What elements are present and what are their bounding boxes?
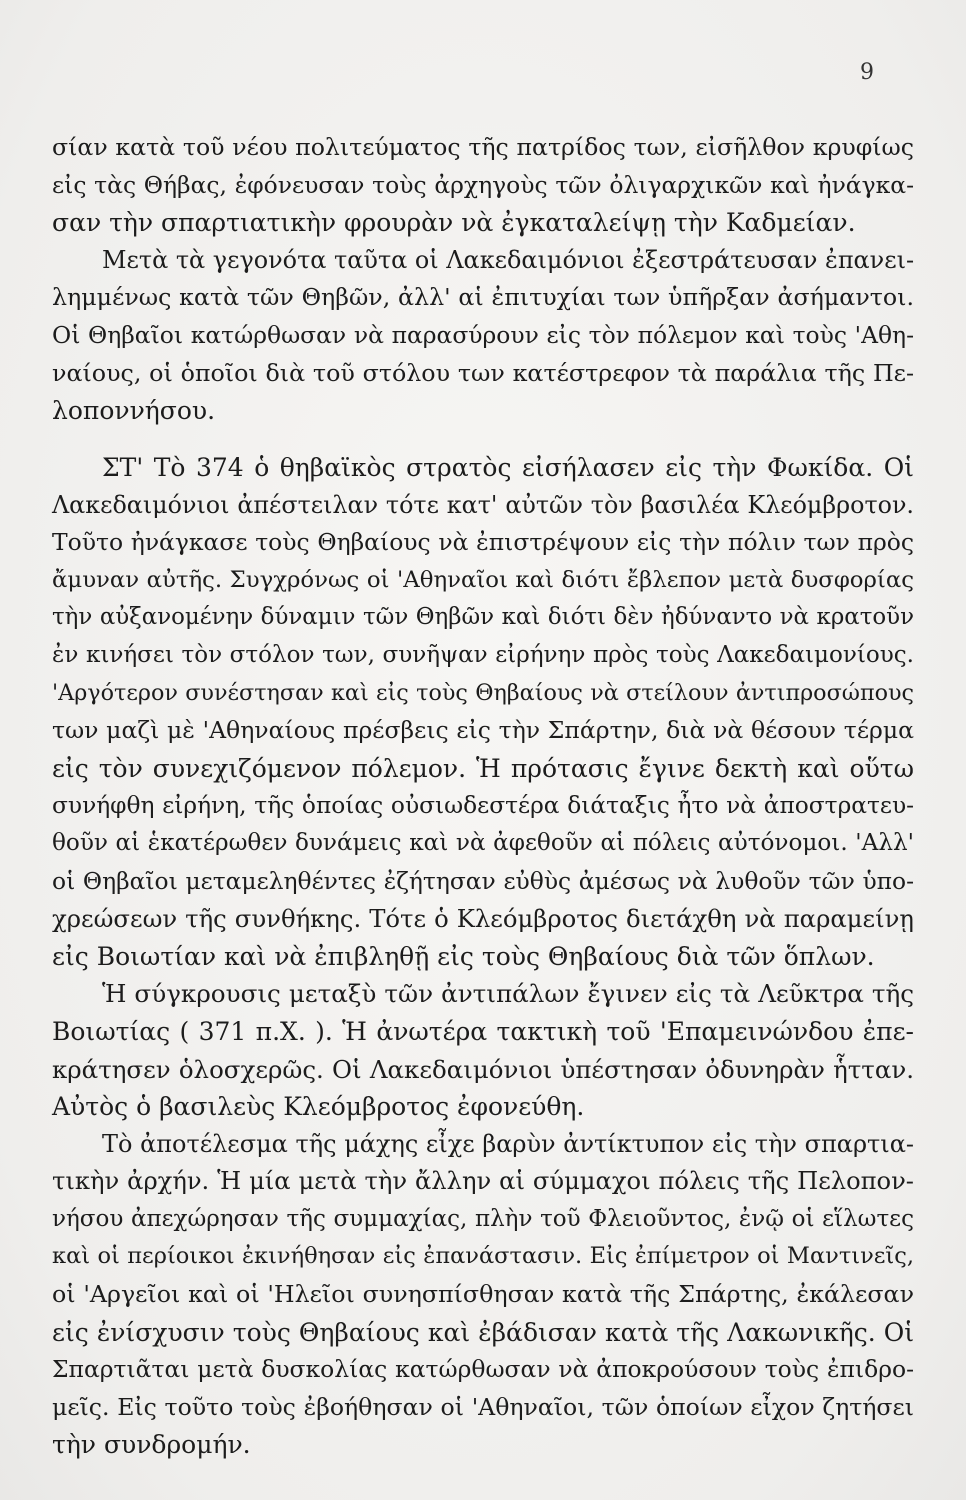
text-line: Οἱ Θηβαῖοι κατώρθωσαν νὰ παρασύρουν εἰς τὸν πόλεμον καὶ τοὺς 'Αθη-	[52, 320, 914, 349]
text-line: εἰς Βοιωτίαν καὶ νὰ ἐπιβληθῇ εἰς τοὺς Θηβαίους διὰ τῶν ὅπλων.	[52, 941, 875, 971]
text-line: εἰς τὰς Θήβας, ἐφόνευσαν τοὺς ἀρχηγοὺς τῶν ὀλιγαρχικῶν καὶ ἠνάγκα-	[52, 170, 914, 199]
text-line: οἱ 'Αργεῖοι καὶ οἱ 'Ηλεῖοι συνησπίσθησαν κατὰ τῆς Σπάρτης, ἐκάλεσαν	[52, 1280, 914, 1309]
text-line: εἰς τὸν συνεχιζόμενον πόλεμον. Ἡ πρότασις ἔγινε δεκτὴ καὶ οὕτω	[52, 753, 914, 783]
text-line: ἐν κινήσει τὸν στόλον των, συνῆψαν εἰρήνην πρὸς τοὺς Λακεδαιμονίους.	[52, 641, 914, 668]
text-line: οἱ Θηβαῖοι μεταμεληθέντες ἐζήτησαν εὐθὺς ἀμέσως νὰ λυθοῦν τῶν ὑπο-	[52, 866, 914, 895]
text-column-bottom	[52, 449, 914, 1464]
text-line: σαν τὴν σπαρτιατικὴν φρουρὰν νὰ ἐγκαταλείψῃ τὴν Καδμείαν.	[52, 208, 856, 238]
text-line: μεῖς. Εἰς τοῦτο τοὺς ἐβοήθησαν οἱ 'Αθηναῖοι, τῶν ὁποίων εἶχον ζητήσει	[52, 1392, 914, 1421]
text-line: τὴν συνδρομήν.	[52, 1430, 251, 1460]
text-line: καὶ οἱ περίοικοι ἐκινήθησαν εἰς ἐπανάστασιν. Εἰς ἐπίμετρον οἱ Μαντινεῖς,	[52, 1243, 914, 1270]
text-line: ναίους, οἱ ὁποῖοι διὰ τοῦ στόλου των κατέστρεφον τὰ παράλια τῆς Πε-	[52, 358, 914, 387]
text-line: Σπαρτιᾶται μετὰ δυσκολίας κατώρθωσαν νὰ ἀποκρούσουν τοὺς ἐπιδρο-	[52, 1355, 914, 1384]
text-line: ΣΤ' Τὸ 374 ὁ θηβαϊκὸς στρατὸς εἰσήλασεν εἰς τὴν Φωκίδα. Οἱ	[102, 453, 914, 482]
text-line: χρεώσεων τῆς συνθήκης. Τότε ὁ Κλεόμβροτος διετάχθη νὰ παραμείνῃ	[52, 904, 914, 934]
text-line: Βοιωτίας ( 371 π.Χ. ). Ἡ ἀνωτέρα τακτικὴ τοῦ 'Επαμεινώνδου ἐπε-	[52, 1016, 914, 1046]
text-line: κράτησεν ὁλοσχερῶς. Οἱ Λακεδαιμόνιοι ὑπέστησαν ὀδυνηρὰν ἧτταν.	[52, 1054, 914, 1084]
page-number: 9	[860, 60, 874, 85]
text-line: εἰς ἐνίσχυσιν τοὺς Θηβαίους καὶ ἐβάδισαν κατὰ τῆς Λακωνικῆς. Οἱ	[52, 1317, 914, 1347]
text-line: ἄμυναν αὐτῆς. Συγχρόνως οἱ 'Αθηναῖοι καὶ διότι ἔβλεπον μετὰ δυσφορίας	[52, 566, 914, 593]
text-line: Τὸ ἀποτέλεσμα τῆς μάχης εἶχε βαρὺν ἀντίκτυπον εἰς τὴν σπαρτια-	[102, 1129, 914, 1158]
text-line: Μετὰ τὰ γεγονότα ταῦτα οἱ Λακεδαιμόνιοι ἐξεστράτευσαν ἐπανει-	[102, 245, 915, 274]
text-line: των μαζὶ μὲ 'Αθηναίους πρέσβεις εἰς τὴν Σπάρτην, διὰ νὰ θέσουν τέρμα	[52, 716, 914, 745]
text-line: νήσου ἀπεχώρησαν τῆς συμμαχίας, πλὴν τοῦ Φλειοῦντος, ἐνῷ οἱ εἵλωτες	[52, 1205, 914, 1232]
text-line: Τοῦτο ἠνάγκασε τοὺς Θηβαίους νὰ ἐπιστρέψουν εἰς τὴν πόλιν των πρὸς	[52, 528, 914, 557]
text-column-top	[52, 129, 914, 430]
text-line: σίαν κατὰ τοῦ νέου πολιτεύματος τῆς πατρίδος των, εἰσῆλθον κρυφίως	[52, 133, 914, 161]
text-line: Ἡ σύγκρουσις μεταξὺ τῶν ἀντιπάλων ἔγινεν εἰς τὰ Λεῦκτρα τῆς	[102, 979, 914, 1009]
text-line: λημμένως κατὰ τῶν Θηβῶν, ἀλλ' αἱ ἐπιτυχίαι των ὑπῆρξαν ἀσήμαντοι.	[52, 283, 914, 312]
text-line: τικὴν ἀρχήν. Ἡ μία μετὰ τὴν ἄλλην αἱ σύμμαχοι πόλεις τῆς Πελοπον-	[52, 1167, 914, 1196]
text-line: λοποννήσου.	[52, 396, 216, 426]
text-line: θοῦν αἱ ἑκατέρωθεν δυνάμεις καὶ νὰ ἀφεθοῦν αἱ πόλεις αὐτόνομοι. 'Αλλ'	[52, 829, 914, 856]
text-line: συνήφθη εἰρήνη, τῆς ὁποίας οὐσιωδεστέρα διάταξις ἦτο νὰ ἀποστρατευ-	[52, 792, 914, 820]
text-line: 'Αργότερον συνέστησαν καὶ εἰς τοὺς Θηβαίους νὰ στείλουν ἀντιπροσώπους	[52, 679, 914, 706]
text-line: Αὐτὸς ὁ βασιλεὺς Κλεόμβροτος ἐφονεύθη.	[52, 1092, 585, 1122]
text-line: Λακεδαιμόνιοι ἀπέστειλαν τότε κατ' αὐτῶν τὸν βασιλέα Κλεόμβροτον.	[52, 490, 914, 519]
text-line: τὴν αὐξανομένην δύναμιν τῶν Θηβῶν καὶ διότι δὲν ἠδύναντο νὰ κρατοῦν	[52, 604, 914, 631]
